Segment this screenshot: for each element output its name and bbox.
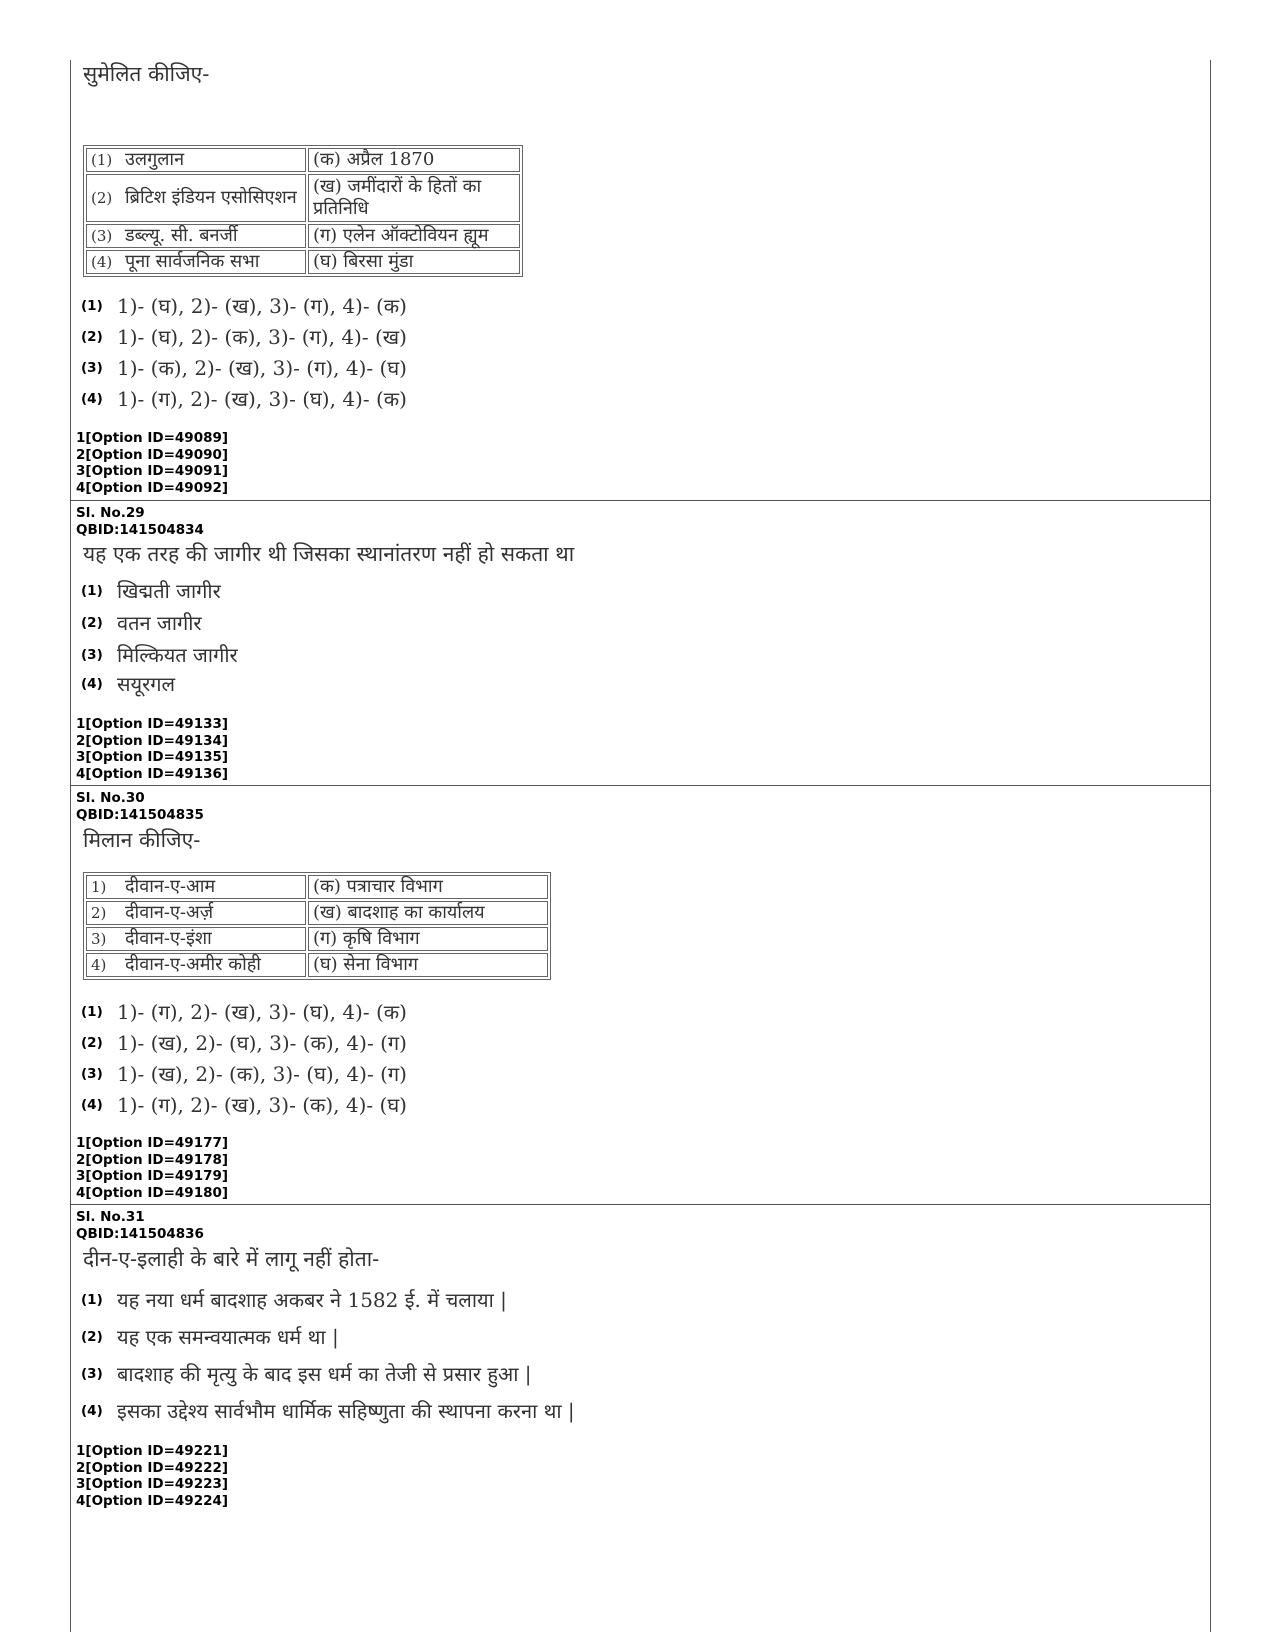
option-id: 4[Option ID=49224] [76, 1492, 229, 1509]
option-text: मिल्कियत जागीर [117, 643, 238, 667]
row-number: 4) [91, 956, 107, 974]
option-ids-q28 [76, 430, 228, 496]
match-left: दीवान-ए-अमीर कोही [125, 954, 261, 975]
option-id: 1[Option ID=49089] [76, 430, 229, 446]
option-1[interactable] [81, 1286, 507, 1313]
option-id: 4[Option ID=49136] [76, 765, 229, 782]
option-text: 1)- (ख), 2)- (घ), 3)- (क), 4)- (ग) [117, 1031, 407, 1055]
option-number: (3) [81, 359, 103, 376]
question-31-text: दीन-ए-इलाही के बारे में लागू नहीं होता- [83, 1247, 380, 1271]
question-28-text: सुमेलित कीजिए- [83, 62, 210, 86]
option-text: वतन जागीर [117, 611, 202, 635]
option-2[interactable] [81, 1323, 339, 1350]
option-number: (1) [81, 1291, 103, 1308]
serial-number: Sl. No.31 [76, 1209, 145, 1225]
option-3[interactable] [81, 354, 407, 381]
match-right: (ख) जमींदारों के हितों का प्रतिनिधि [308, 174, 520, 222]
option-id: 3[Option ID=49179] [76, 1168, 229, 1184]
option-number: (4) [81, 390, 103, 407]
match-left: पूना सार्वजनिक सभा [125, 251, 260, 272]
option-1[interactable] [81, 292, 407, 319]
match-right: (घ) बिरसा मुंडा [308, 250, 520, 274]
match-right: (ग) एलेन ऑक्टोवियन ह्यूम [308, 224, 520, 248]
match-right: (क) पत्राचार विभाग [308, 875, 548, 899]
option-text: इसका उद्देश्य सार्वभौम धार्मिक सहिष्णुता की स्थापना करना था | [117, 1399, 575, 1423]
option-number: (2) [81, 328, 103, 345]
option-id: 3[Option ID=49135] [76, 749, 229, 765]
qbid: QBID:141504836 [76, 1225, 204, 1242]
option-number: (4) [81, 1096, 103, 1113]
match-row [86, 901, 548, 925]
match-right: (ग) कृषि विभाग [308, 927, 548, 951]
option-id: 1[Option ID=49221] [76, 1443, 229, 1459]
serial-number: Sl. No.30 [76, 790, 145, 806]
option-4[interactable] [81, 670, 175, 697]
row-number: 2) [91, 904, 107, 922]
match-row [86, 148, 520, 172]
row-number: (3) [91, 227, 113, 245]
option-1[interactable] [81, 577, 221, 604]
match-right: (ख) बादशाह का कार्यालय [308, 901, 548, 925]
option-id: 2[Option ID=49090] [76, 446, 229, 463]
option-id: 2[Option ID=49178] [76, 1151, 229, 1168]
option-text: यह एक समन्वयात्मक धर्म था | [117, 1325, 339, 1349]
match-left: दीवान-ए-इंशा [125, 928, 212, 949]
option-text: यह नया धर्म बादशाह अकबर ने 1582 ई. में चलाया | [117, 1288, 507, 1312]
serial-number: Sl. No.29 [76, 505, 145, 521]
option-2[interactable] [81, 1029, 407, 1056]
option-text: 1)- (घ), 2)- (ख), 3)- (ग), 4)- (क) [117, 294, 407, 318]
option-number: (4) [81, 675, 103, 692]
match-left: डब्ल्यू. सी. बनर्जी [125, 225, 238, 246]
option-text: 1)- (ग), 2)- (ख), 3)- (क), 4)- (घ) [117, 1093, 407, 1117]
match-row [86, 953, 548, 977]
option-id: 2[Option ID=49222] [76, 1459, 229, 1476]
match-left: दीवान-ए-आम [125, 876, 216, 897]
option-number: (2) [81, 1034, 103, 1051]
question-31-header [76, 1209, 204, 1242]
option-text: 1)- (ग), 2)- (ख), 3)- (घ), 4)- (क) [117, 1000, 407, 1024]
divider [71, 785, 1210, 786]
option-number: (1) [81, 582, 103, 599]
match-table-q28 [83, 145, 523, 277]
option-ids-q31 [76, 1443, 228, 1509]
option-1[interactable] [81, 998, 407, 1025]
option-4[interactable] [81, 1397, 575, 1424]
option-number: (3) [81, 1065, 103, 1082]
option-ids-q29 [76, 716, 228, 782]
row-number: (2) [91, 189, 113, 207]
option-4[interactable] [81, 1091, 407, 1118]
option-number: (2) [81, 1328, 103, 1345]
option-2[interactable] [81, 323, 407, 350]
option-number: (1) [81, 297, 103, 314]
option-number: (2) [81, 614, 103, 631]
option-number: (4) [81, 1402, 103, 1419]
option-id: 1[Option ID=49177] [76, 1135, 229, 1151]
match-row [86, 250, 520, 274]
option-text: सयूरगल [117, 672, 176, 696]
option-text: 1)- (क), 2)- (ख), 3)- (ग), 4)- (घ) [117, 356, 407, 380]
option-id: 2[Option ID=49134] [76, 732, 229, 749]
qbid: QBID:141504835 [76, 806, 204, 823]
option-id: 3[Option ID=49223] [76, 1476, 229, 1492]
match-row [86, 174, 520, 222]
divider [71, 500, 1210, 501]
row-number: 1) [91, 878, 107, 896]
question-29-text: यह एक तरह की जागीर थी जिसका स्थानांतरण नहीं हो सकता था [83, 542, 575, 566]
question-30-text: मिलान कीजिए- [83, 828, 201, 852]
row-number: (1) [91, 151, 113, 169]
match-row [86, 927, 548, 951]
question-29-header [76, 505, 204, 538]
option-3[interactable] [81, 641, 238, 668]
option-number: (3) [81, 1365, 103, 1382]
option-2[interactable] [81, 609, 202, 636]
match-row [86, 875, 548, 899]
question-paper-frame [70, 60, 1211, 1632]
option-text: 1)- (ग), 2)- (ख), 3)- (घ), 4)- (क) [117, 387, 407, 411]
option-id: 4[Option ID=49180] [76, 1184, 229, 1201]
match-right: (घ) सेना विभाग [308, 953, 548, 977]
match-left: ब्रिटिश इंडियन एसोसिएशन [125, 187, 297, 208]
option-number: (1) [81, 1003, 103, 1020]
match-table-q30 [83, 872, 551, 980]
option-number: (3) [81, 646, 103, 663]
option-3[interactable] [81, 1060, 407, 1087]
option-text: 1)- (घ), 2)- (क), 3)- (ग), 4)- (ख) [117, 325, 407, 349]
question-30-header [76, 790, 204, 823]
match-row [86, 224, 520, 248]
match-left: दीवान-ए-अर्ज़ [125, 902, 214, 923]
option-id: 3[Option ID=49091] [76, 463, 229, 479]
option-4[interactable] [81, 385, 407, 412]
option-ids-q30 [76, 1135, 228, 1201]
option-text: बादशाह की मृत्यु के बाद इस धर्म का तेजी से प्रसार हुआ | [117, 1362, 532, 1386]
option-3[interactable] [81, 1360, 532, 1387]
divider [71, 1204, 1210, 1205]
match-left: उलगुलान [125, 149, 185, 170]
option-text: 1)- (ख), 2)- (क), 3)- (घ), 4)- (ग) [117, 1062, 407, 1086]
qbid: QBID:141504834 [76, 521, 204, 538]
match-right: (क) अप्रैल 1870 [308, 148, 520, 172]
option-id: 1[Option ID=49133] [76, 716, 229, 732]
row-number: 3) [91, 930, 107, 948]
row-number: (4) [91, 253, 113, 271]
option-text: खिद्मती जागीर [117, 579, 221, 603]
option-id: 4[Option ID=49092] [76, 479, 229, 496]
